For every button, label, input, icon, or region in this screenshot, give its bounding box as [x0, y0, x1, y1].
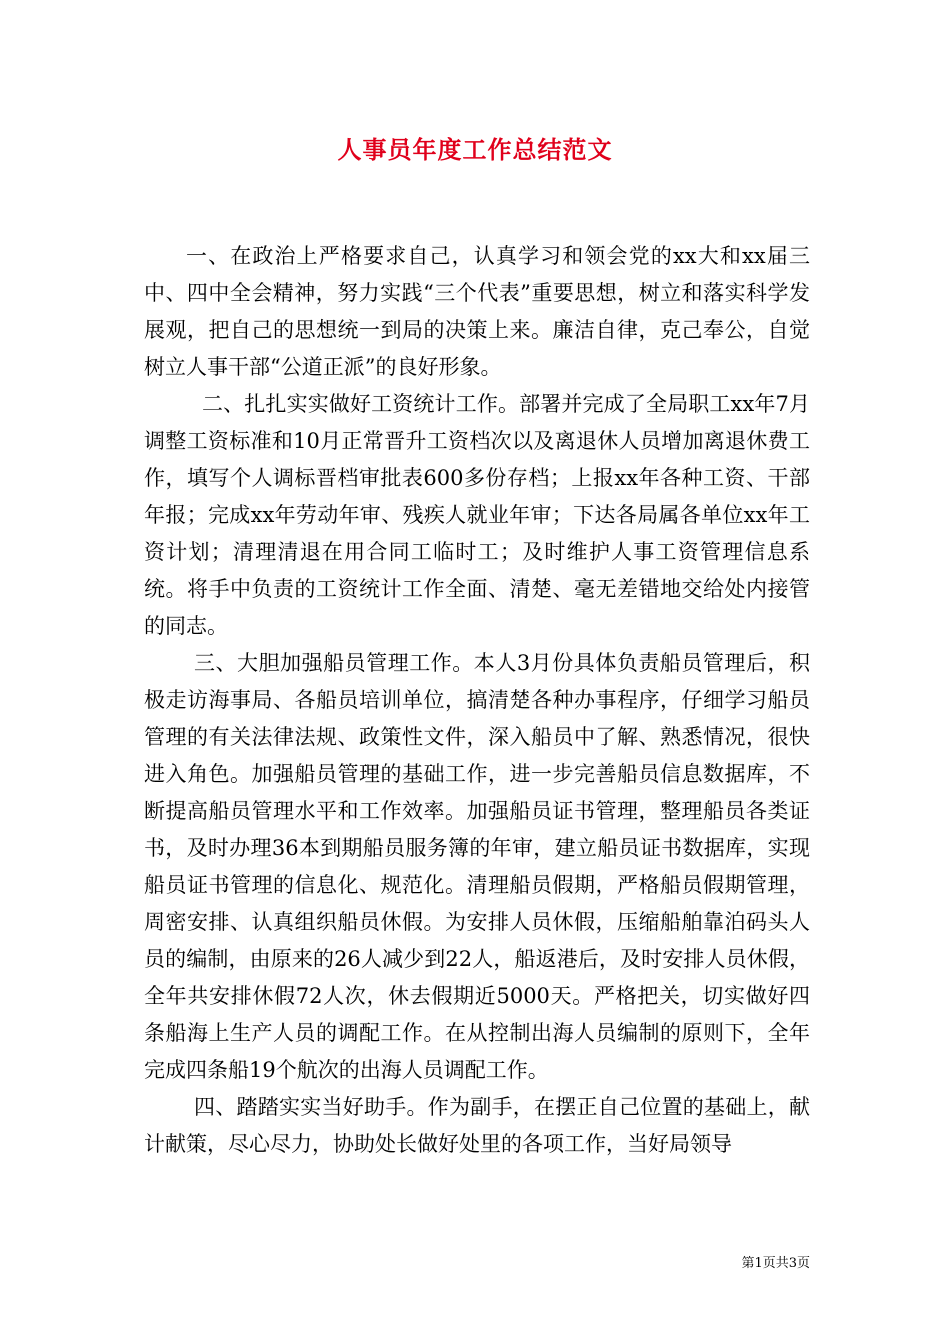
- paragraph-wage-statistics: 二、扎扎实实做好工资统计工作。部署并完成了全局职工xx年7月调整工资标准和10月正常晋升工资档次以及离退休人员增加离退休费工作，填写个人调标晋档审批表600多份存档；上报xx年各种工资、干部年报；完成xx年劳动年审、残疾人就业年审；下达各局属各单位xx年工资计划；清理清退在用合同工临时工；及时维护人事工资管理信息系统。将手中负责的工资统计工作全面、清楚、毫无差错地交给处内接管的同志。: [144, 392, 810, 638]
- paragraph-crew-management: 三、大胆加强船员管理工作。本人3月份具体负责船员管理后，积极走访海事局、各船员培训单位，搞清楚各种办事程序，仔细学习船员管理的有关法律法规、政策性文件，深入船员中了解、熟悉情况，很快进入角色。加强船员管理的基础工作，进一步完善船员信息数据库，不断提高船员管理水平和工作效率。加强船员证书管理，整理船员各类证书，及时办理36本到期船员服务簿的年审，建立船员证书数据库，实现船员证书管理的信息化、规范化。清理船员假期，严格船员假期管理，周密安排、认真组织船员休假。为安排人员休假，压缩船舶靠泊码头人员的编制，由原来的26人减少到22人，船返港后，及时安排人员休假，全年共安排休假72人次，休去假期近5000天。严格把关，切实做好四条船海上生产人员的调配工作。在从控制出海人员编制的原则下，全年完成四条船19个航次的出海人员调配工作。: [144, 651, 810, 1082]
- paragraph-politics: 一、在政治上严格要求自己，认真学习和领会党的xx大和xx届三中、四中全会精神，努力实践“三个代表”重要思想，树立和落实科学发展观，把自己的思想统一到局的决策上来。廉洁自律，克己奉公，自觉树立人事干部“公道正派”的良好形象。: [144, 244, 810, 379]
- paragraph-assistant-role: 四、踏踏实实当好助手。作为副手，在摆正自己位置的基础上，献计献策，尽心尽力，协助处长做好处里的各项工作，当好局领导: [144, 1095, 810, 1156]
- document-title: 人事员年度工作总结范文: [337, 135, 613, 164]
- page-number: 第1页共3页: [741, 1256, 810, 1271]
- document-body: [144, 238, 810, 1163]
